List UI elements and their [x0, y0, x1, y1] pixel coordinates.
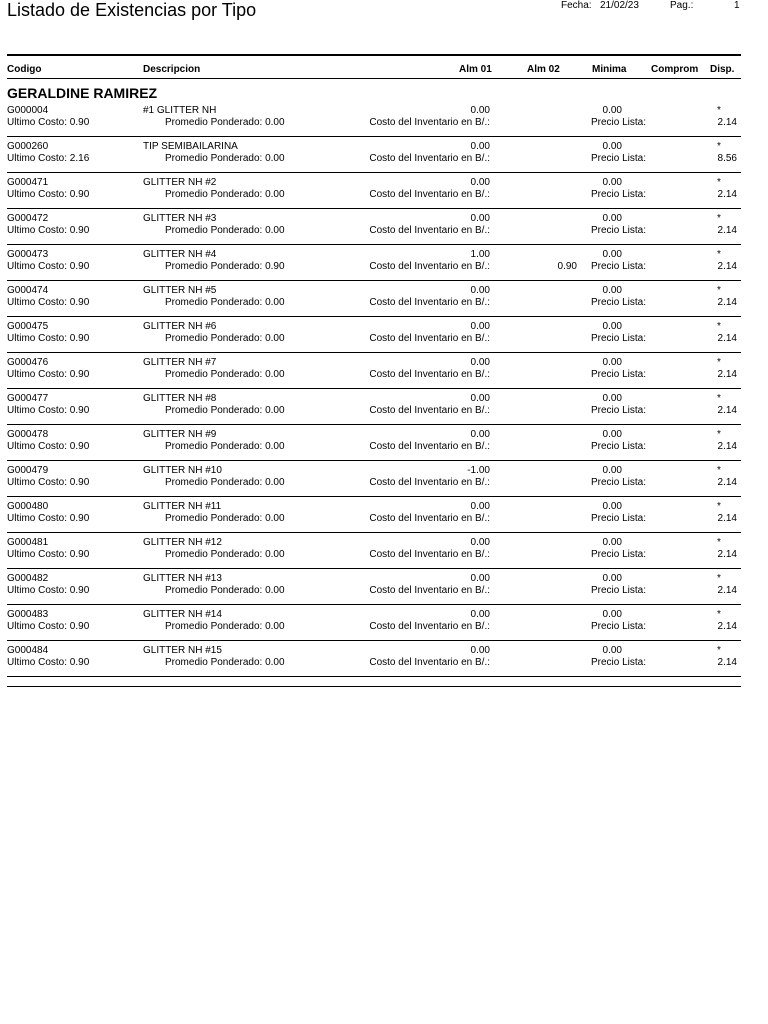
row-separator: [7, 280, 741, 281]
precio-lista-value: 2.14: [717, 117, 737, 128]
precio-lista-value: 2.14: [717, 549, 737, 560]
costo-inventario-label: Costo del Inventario en B/.:: [369, 117, 490, 128]
promedio-ponderado: Promedio Ponderado: 0.00: [165, 117, 285, 128]
fecha-value: 21/02/23: [600, 0, 639, 11]
minima-value: 0.00: [602, 501, 622, 512]
costo-inventario-label: Costo del Inventario en B/.:: [369, 225, 490, 236]
description: GLITTER NH #14: [143, 609, 222, 620]
ultimo-costo: Ultimo Costo: 0.90: [7, 333, 90, 344]
minima-value: 0.00: [602, 141, 622, 152]
promedio-ponderado: Promedio Ponderado: 0.00: [165, 549, 285, 560]
row-separator: [7, 208, 741, 209]
description: GLITTER NH #5: [143, 285, 217, 296]
table-row: [0, 501, 768, 537]
code: G000483: [7, 609, 49, 620]
table-row: [0, 393, 768, 429]
alm01-value: 1.00: [470, 249, 490, 260]
alm01-value: 0.00: [470, 393, 490, 404]
disp-value: *: [717, 141, 721, 152]
precio-lista-value: 2.14: [717, 225, 737, 236]
costo-inventario-label: Costo del Inventario en B/.:: [369, 477, 490, 488]
description: GLITTER NH #7: [143, 357, 217, 368]
disp-value: *: [717, 177, 721, 188]
description: TIP SEMIBAILARINA: [143, 141, 238, 152]
table-row: [0, 105, 768, 141]
row-separator: [7, 352, 741, 353]
precio-lista-value: 2.14: [717, 621, 737, 632]
alm01-value: 0.00: [470, 537, 490, 548]
ultimo-costo: Ultimo Costo: 0.90: [7, 261, 90, 272]
precio-lista-label: Precio Lista:: [590, 189, 646, 200]
description: GLITTER NH #8: [143, 393, 217, 404]
minima-value: 0.00: [602, 213, 622, 224]
code: G000472: [7, 213, 49, 224]
row-separator: [7, 640, 741, 641]
alm01-value: 0.00: [470, 645, 490, 656]
precio-lista-label: Precio Lista:: [590, 225, 646, 236]
precio-lista-label: Precio Lista:: [590, 513, 646, 524]
ultimo-costo: Ultimo Costo: 0.90: [7, 225, 90, 236]
code: G000482: [7, 573, 49, 584]
costo-inventario-label: Costo del Inventario en B/.:: [369, 189, 490, 200]
table-row: [0, 357, 768, 393]
row-separator: [7, 172, 741, 173]
description: GLITTER NH #4: [143, 249, 217, 260]
description: GLITTER NH #10: [143, 465, 222, 476]
col-disp: Disp.: [710, 64, 735, 75]
precio-lista-label: Precio Lista:: [590, 621, 646, 632]
code: G000479: [7, 465, 49, 476]
promedio-ponderado: Promedio Ponderado: 0.00: [165, 405, 285, 416]
alm01-value: 0.00: [470, 285, 490, 296]
promedio-ponderado: Promedio Ponderado: 0.00: [165, 153, 285, 164]
promedio-ponderado: Promedio Ponderado: 0.00: [165, 477, 285, 488]
table-row: [0, 249, 768, 285]
alm01-value: 0.00: [470, 429, 490, 440]
row-separator: [7, 676, 741, 677]
bottom-rule: [7, 686, 741, 687]
disp-value: *: [717, 537, 721, 548]
disp-value: *: [717, 429, 721, 440]
group-name: GERALDINE RAMIREZ: [7, 85, 158, 101]
ultimo-costo: Ultimo Costo: 0.90: [7, 117, 90, 128]
precio-lista-value: 2.14: [717, 441, 737, 452]
minima-value: 0.00: [602, 609, 622, 620]
costo-inventario-label: Costo del Inventario en B/.:: [369, 369, 490, 380]
promedio-ponderado: Promedio Ponderado: 0.00: [165, 621, 285, 632]
precio-lista-label: Precio Lista:: [590, 297, 646, 308]
description: GLITTER NH #2: [143, 177, 217, 188]
table-row: [0, 141, 768, 177]
minima-value: 0.00: [602, 465, 622, 476]
ultimo-costo: Ultimo Costo: 0.90: [7, 513, 90, 524]
disp-value: *: [717, 249, 721, 260]
row-separator: [7, 460, 741, 461]
minima-value: 0.00: [602, 357, 622, 368]
col-codigo: Codigo: [7, 64, 42, 75]
precio-lista-label: Precio Lista:: [590, 657, 646, 668]
alm01-value: 0.00: [470, 573, 490, 584]
table-row: [0, 573, 768, 609]
precio-lista-label: Precio Lista:: [590, 261, 646, 272]
precio-lista-label: Precio Lista:: [590, 117, 646, 128]
disp-value: *: [717, 285, 721, 296]
minima-value: 0.00: [602, 249, 622, 260]
precio-lista-label: Precio Lista:: [590, 369, 646, 380]
description: GLITTER NH #9: [143, 429, 217, 440]
costo-inventario-label: Costo del Inventario en B/.:: [369, 153, 490, 164]
row-separator: [7, 532, 741, 533]
minima-value: 0.00: [602, 105, 622, 116]
pag-label: Pag.:: [670, 0, 694, 11]
alm01-value: 0.00: [470, 321, 490, 332]
costo-inventario-label: Costo del Inventario en B/.:: [369, 657, 490, 668]
code: G000480: [7, 501, 49, 512]
top-rule: [7, 54, 741, 56]
ultimo-costo: Ultimo Costo: 0.90: [7, 297, 90, 308]
precio-lista-label: Precio Lista:: [590, 153, 646, 164]
row-separator: [7, 496, 741, 497]
code: G000477: [7, 393, 49, 404]
minima-value: 0.00: [602, 645, 622, 656]
code: G000475: [7, 321, 49, 332]
table-row: [0, 213, 768, 249]
precio-lista-value: 2.14: [717, 657, 737, 668]
table-row: [0, 429, 768, 465]
ultimo-costo: Ultimo Costo: 0.90: [7, 189, 90, 200]
code: G000484: [7, 645, 49, 656]
precio-lista-value: 2.14: [717, 405, 737, 416]
promedio-ponderado: Promedio Ponderado: 0.00: [165, 333, 285, 344]
promedio-ponderado: Promedio Ponderado: 0.00: [165, 189, 285, 200]
ultimo-costo: Ultimo Costo: 0.90: [7, 585, 90, 596]
ultimo-costo: Ultimo Costo: 0.90: [7, 657, 90, 668]
promedio-ponderado: Promedio Ponderado: 0.00: [165, 657, 285, 668]
precio-lista-label: Precio Lista:: [590, 477, 646, 488]
disp-value: *: [717, 393, 721, 404]
col-comprom: Comprom: [651, 64, 699, 75]
costo-inventario-label: Costo del Inventario en B/.:: [369, 297, 490, 308]
alm01-value: -1.00: [467, 465, 490, 476]
ultimo-costo: Ultimo Costo: 0.90: [7, 369, 90, 380]
promedio-ponderado: Promedio Ponderado: 0.90: [165, 261, 285, 272]
precio-lista-value: 2.14: [717, 189, 737, 200]
alm01-value: 0.00: [470, 213, 490, 224]
costo-inventario-label: Costo del Inventario en B/.:: [369, 441, 490, 452]
costo-inventario-value: 0.90: [557, 261, 577, 272]
costo-inventario-label: Costo del Inventario en B/.:: [369, 585, 490, 596]
precio-lista-value: 2.14: [717, 261, 737, 272]
minima-value: 0.00: [602, 321, 622, 332]
disp-value: *: [717, 465, 721, 476]
promedio-ponderado: Promedio Ponderado: 0.00: [165, 369, 285, 380]
alm01-value: 0.00: [470, 609, 490, 620]
description: #1 GLITTER NH: [143, 105, 217, 116]
row-separator: [7, 568, 741, 569]
precio-lista-label: Precio Lista:: [590, 585, 646, 596]
description: GLITTER NH #15: [143, 645, 222, 656]
ultimo-costo: Ultimo Costo: 0.90: [7, 621, 90, 632]
table-row: [0, 285, 768, 321]
minima-value: 0.00: [602, 285, 622, 296]
precio-lista-value: 2.14: [717, 333, 737, 344]
code: G000473: [7, 249, 49, 260]
code: G000478: [7, 429, 49, 440]
costo-inventario-label: Costo del Inventario en B/.:: [369, 621, 490, 632]
precio-lista-value: 2.14: [717, 585, 737, 596]
disp-value: *: [717, 609, 721, 620]
disp-value: *: [717, 501, 721, 512]
description: GLITTER NH #11: [143, 501, 222, 512]
precio-lista-value: 2.14: [717, 513, 737, 524]
precio-lista-value: 2.14: [717, 477, 737, 488]
code: G000476: [7, 357, 49, 368]
costo-inventario-label: Costo del Inventario en B/.:: [369, 549, 490, 560]
alm01-value: 0.00: [470, 357, 490, 368]
table-row: [0, 645, 768, 681]
alm01-value: 0.00: [470, 105, 490, 116]
row-separator: [7, 136, 741, 137]
ultimo-costo: Ultimo Costo: 0.90: [7, 441, 90, 452]
ultimo-costo: Ultimo Costo: 0.90: [7, 405, 90, 416]
precio-lista-label: Precio Lista:: [590, 405, 646, 416]
col-alm02: Alm 02: [527, 64, 560, 75]
precio-lista-value: 2.14: [717, 369, 737, 380]
promedio-ponderado: Promedio Ponderado: 0.00: [165, 225, 285, 236]
description: GLITTER NH #13: [143, 573, 222, 584]
alm01-value: 0.00: [470, 501, 490, 512]
col-alm01: Alm 01: [459, 64, 492, 75]
description: GLITTER NH #6: [143, 321, 217, 332]
ultimo-costo: Ultimo Costo: 0.90: [7, 549, 90, 560]
precio-lista-label: Precio Lista:: [590, 333, 646, 344]
ultimo-costo: Ultimo Costo: 0.90: [7, 477, 90, 488]
minima-value: 0.00: [602, 573, 622, 584]
code: G000260: [7, 141, 49, 152]
table-row: [0, 537, 768, 573]
promedio-ponderado: Promedio Ponderado: 0.00: [165, 513, 285, 524]
col-descripcion: Descripcion: [143, 64, 201, 75]
disp-value: *: [717, 357, 721, 368]
minima-value: 0.00: [602, 177, 622, 188]
row-separator: [7, 604, 741, 605]
table-row: [0, 609, 768, 645]
col-minima: Minima: [592, 64, 627, 75]
precio-lista-label: Precio Lista:: [590, 441, 646, 452]
header-bottom-rule: [7, 78, 741, 79]
precio-lista-label: Precio Lista:: [590, 549, 646, 560]
costo-inventario-label: Costo del Inventario en B/.:: [369, 513, 490, 524]
report-title: Listado de Existencias por Tipo: [7, 0, 257, 20]
promedio-ponderado: Promedio Ponderado: 0.00: [165, 297, 285, 308]
disp-value: *: [717, 321, 721, 332]
minima-value: 0.00: [602, 429, 622, 440]
row-separator: [7, 244, 741, 245]
code: G000471: [7, 177, 49, 188]
description: GLITTER NH #3: [143, 213, 217, 224]
disp-value: *: [717, 213, 721, 224]
code: G000474: [7, 285, 49, 296]
code: G000004: [7, 105, 49, 116]
disp-value: *: [717, 573, 721, 584]
code: G000481: [7, 537, 49, 548]
costo-inventario-label: Costo del Inventario en B/.:: [369, 261, 490, 272]
table-row: [0, 465, 768, 501]
pag-value: 1: [734, 0, 740, 11]
disp-value: *: [717, 105, 721, 116]
promedio-ponderado: Promedio Ponderado: 0.00: [165, 585, 285, 596]
costo-inventario-label: Costo del Inventario en B/.:: [369, 333, 490, 344]
fecha-label: Fecha:: [561, 0, 592, 11]
precio-lista-value: 8.56: [717, 153, 737, 164]
table-row: [0, 177, 768, 213]
row-separator: [7, 388, 741, 389]
row-separator: [7, 316, 741, 317]
row-separator: [7, 424, 741, 425]
minima-value: 0.00: [602, 537, 622, 548]
alm01-value: 0.00: [470, 141, 490, 152]
description: GLITTER NH #12: [143, 537, 222, 548]
alm01-value: 0.00: [470, 177, 490, 188]
precio-lista-value: 2.14: [717, 297, 737, 308]
promedio-ponderado: Promedio Ponderado: 0.00: [165, 441, 285, 452]
table-row: [0, 321, 768, 357]
costo-inventario-label: Costo del Inventario en B/.:: [369, 405, 490, 416]
disp-value: *: [717, 645, 721, 656]
minima-value: 0.00: [602, 393, 622, 404]
ultimo-costo: Ultimo Costo: 2.16: [7, 153, 90, 164]
